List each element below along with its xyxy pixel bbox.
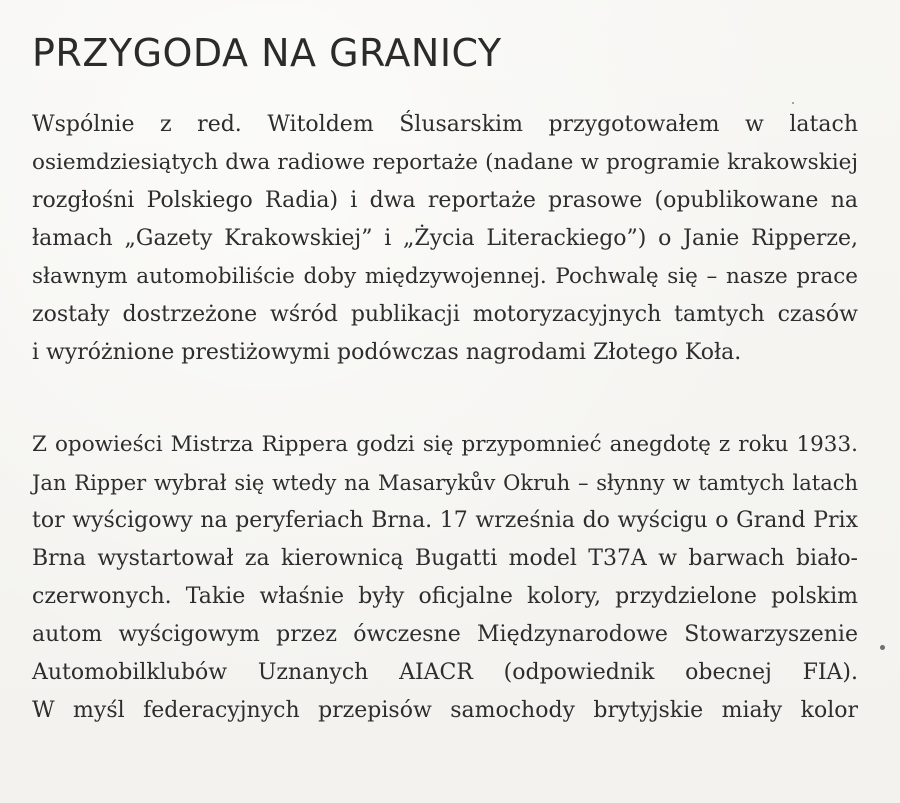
text-line: rozgłośni Polskiego Radia) i dwa reportaże prasowe (opublikowane na: [32, 188, 858, 213]
print-speck: [880, 645, 885, 650]
text-line: czerwonych. Takie właśnie były oficjalne kolory, przydzielone polskim: [32, 584, 858, 609]
paragraph-1: [32, 106, 858, 372]
text-line: i wyróżnione prestiżowymi podówczas nagrodami Złotego Koła.: [32, 340, 742, 365]
text-line: Z opowieści Mistrza Rippera godzi się przypomnieć anegdotę z roku 1933.: [32, 432, 858, 457]
paragraph-2: [32, 426, 858, 730]
text-line: zostały dostrzeżone wśród publikacji motoryzacyjnych tamtych czasów: [32, 302, 858, 327]
text-line: Jan Ripper wybrał się wtedy na Masarykův Okruh – słynny w tamtych latach: [32, 471, 858, 495]
text-line: łamach „Gazety Krakowskiej” i „Życia Literackiego”) o Janie Ripperze,: [32, 226, 858, 251]
text-line: Brna wystartował za kierownicą Bugatti model T37A w barwach biało-: [32, 546, 858, 571]
text-line: osiemdziesiątych dwa radiowe reportaże (nadane w programie krakowskiej: [32, 150, 858, 175]
text-line: autom wyścigowym przez ówczesne Międzynarodowe Stowarzyszenie: [32, 622, 858, 647]
page-title: PRZYGODA NA GRANICY: [32, 31, 502, 75]
print-speck: [792, 102, 794, 104]
text-line: tor wyścigowy na peryferiach Brna. 17 września do wyścigu o Grand Prix: [32, 508, 858, 533]
text-line: Wspólnie z red. Witoldem Ślusarskim przygotowałem w latach: [32, 112, 858, 137]
text-line: Automobilklubów Uznanych AIACR (odpowiednik obecnej FIA).: [32, 660, 858, 685]
text-line: sławnym automobiliście doby międzywojennej. Pochwalę się – nasze prace: [32, 264, 858, 289]
text-line: W myśl federacyjnych przepisów samochody brytyjskie miały kolor: [32, 698, 858, 723]
